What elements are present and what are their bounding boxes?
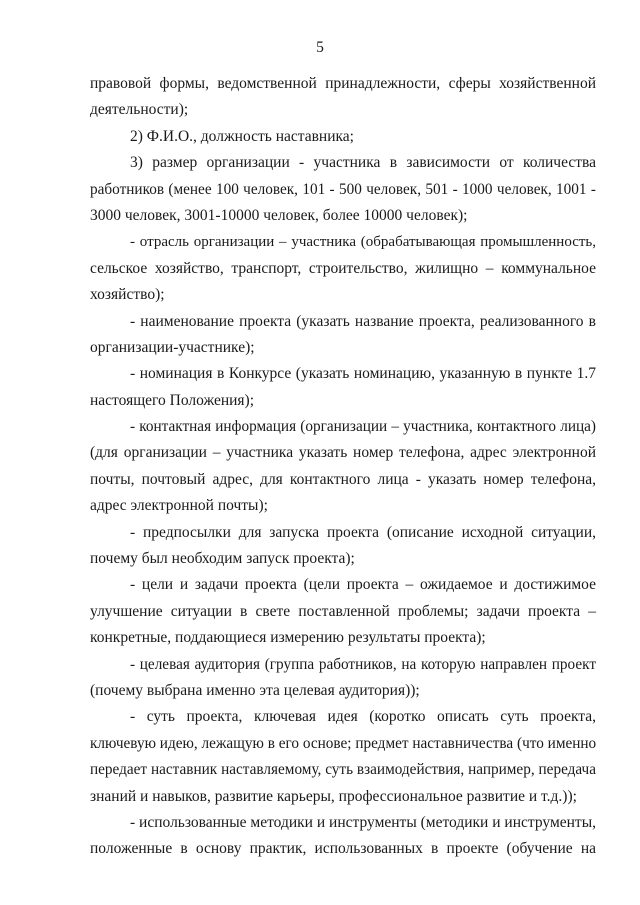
- text-line: - целевая аудитория (группа работников, на которую направлен проект: [130, 655, 596, 673]
- text-line: деятельности);: [90, 101, 189, 119]
- text-line: 3) размер организации - участника в зависимости от количества: [130, 154, 596, 172]
- text-line: улучшение ситуации в свете поставленной проблемы; задачи проекта –: [90, 602, 596, 620]
- text-line: 3000 человек, 3001-10000 человек, более 10000 человек);: [90, 206, 468, 224]
- text-line: положенные в основу практик, использованных в проекте (обучение на: [90, 840, 596, 858]
- text-line: (для организации – участника указать номер телефона, адрес электронной: [90, 444, 596, 462]
- text-line: хозяйство);: [90, 286, 165, 304]
- text-line: - суть проекта, ключевая идея (коротко описать суть проекта,: [130, 708, 596, 726]
- text-line: 2) Ф.И.О., должность наставника;: [130, 127, 354, 145]
- text-line: ключевую идею, лежащую в его основе; предмет наставничества (что именно: [90, 734, 597, 752]
- text-line: - отрасль организации – участника (обрабатывающая промышленность,: [130, 234, 596, 251]
- text-line: - использованные методики и инструменты (методики и инструменты,: [130, 813, 596, 831]
- text-line: знаний и навыков, развитие карьеры, профессиональное развитие и т.д.));: [90, 787, 577, 805]
- document-body: [90, 71, 596, 863]
- text-line: правовой формы, ведомственной принадлежности, сферы хозяйственной: [90, 75, 596, 92]
- text-line: почему был необходим запуск проекта);: [90, 550, 355, 568]
- text-line: адрес электронной почты);: [90, 497, 268, 515]
- page-number: 5: [316, 39, 324, 56]
- text-line: сельское хозяйство, транспорт, строительство, жилищно – коммунальное: [90, 259, 596, 277]
- text-line: - наименование проекта (указать название проекта, реализованного в: [130, 312, 596, 330]
- text-line: работников (менее 100 человек, 101 - 500 человек, 501 - 1000 человек, 1001 -: [90, 180, 596, 198]
- text-line: передает наставник наставляемому, суть взаимодействия, например, передача: [90, 761, 596, 779]
- text-line: почты, почтовый адрес, для контактного лица - указать номер телефона,: [90, 470, 596, 488]
- text-line: - цели и задачи проекта (цели проекта – ожидаемое и достижимое: [130, 576, 596, 594]
- text-line: - предпосылки для запуска проекта (описание исходной ситуации,: [130, 523, 596, 541]
- text-line: настоящего Положения);: [90, 391, 255, 409]
- text-line: - номинация в Конкурсе (указать номинацию, указанную в пункте 1.7: [130, 365, 596, 383]
- text-line: - контактная информация (организации – участника, контактного лица): [130, 418, 596, 436]
- text-line: (почему выбрана именно эта целевая аудитория));: [90, 681, 420, 699]
- text-line: конкретные, поддающиеся измерению результаты проекта);: [90, 629, 486, 647]
- text-line: организации-участнике);: [90, 338, 255, 356]
